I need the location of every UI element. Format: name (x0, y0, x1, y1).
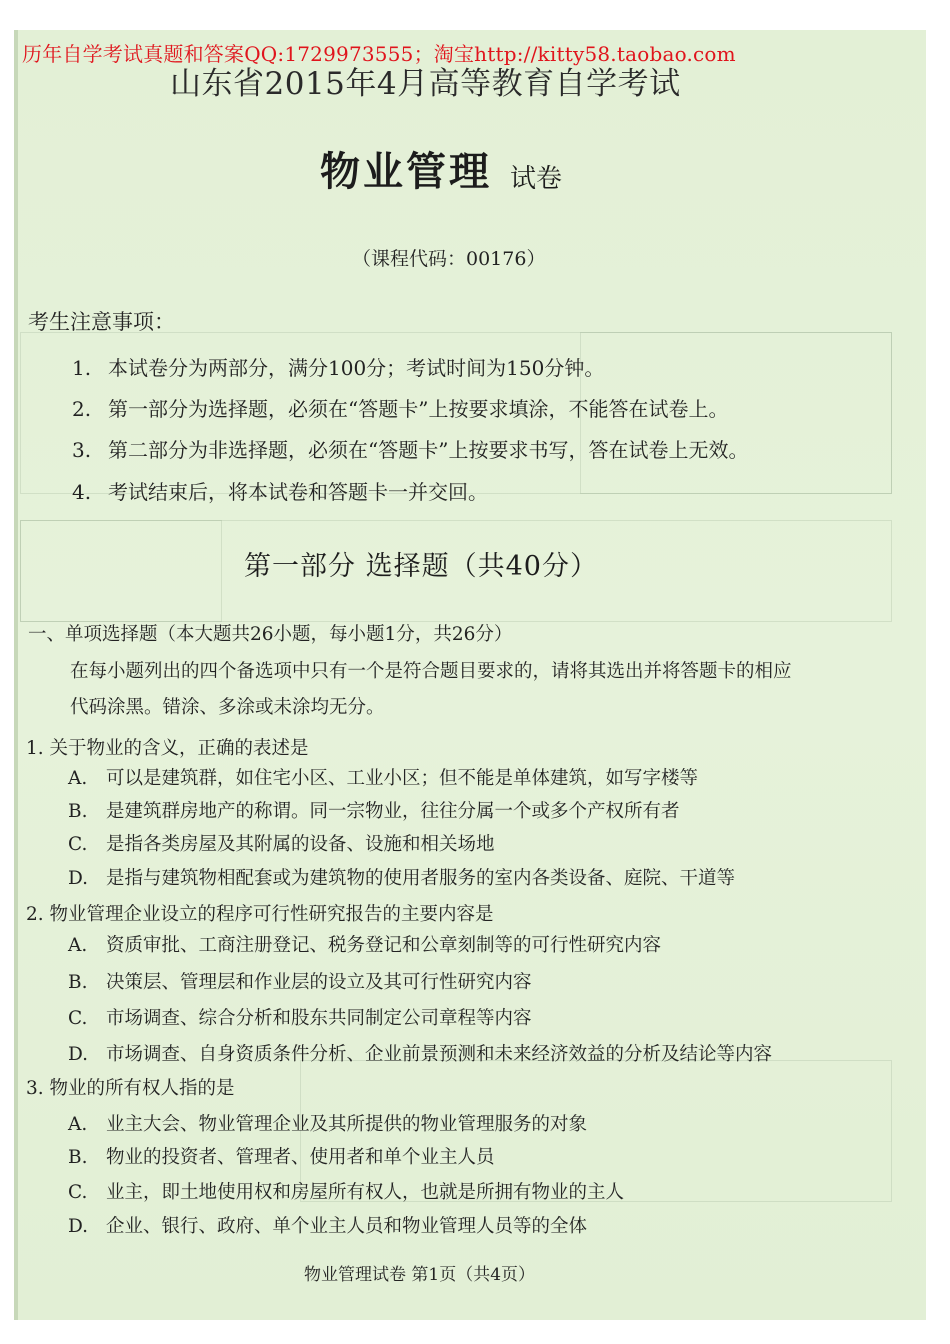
notice-title: 考生注意事项： (28, 310, 175, 334)
question-option (68, 864, 735, 890)
subject-title: 物业管理 (320, 148, 492, 195)
option-label: A. (68, 768, 88, 789)
section-instructions: 代码涂黑。错涂、多涂或未涂均无分。 (70, 697, 385, 718)
page-edge (14, 30, 18, 1320)
option-text: 企业、银行、政府、单个业主人员和物业管理人员等的全体 (106, 1216, 588, 1237)
question-option (68, 1212, 587, 1238)
question-option (68, 830, 495, 856)
course-code: （课程代码：00176） (352, 248, 546, 270)
section-title: 一、单项选择题（本大题共26小题，每小题1分，共26分） (28, 624, 513, 645)
part-one-title: 第一部分 选择题（共40分） (244, 551, 598, 582)
option-text: 市场调查、自身资质条件分析、企业前景预测和未来经济效益的分析及结论等内容 (106, 1044, 773, 1065)
option-label: B. (68, 801, 88, 822)
notice-item-text: 第一部分为选择题，必须在“答题卡”上按要求填涂，不能答在试卷上。 (108, 397, 729, 421)
notice-item-text: 考试结束后，将本试卷和答题卡一并交回。 (108, 480, 488, 504)
question-option (68, 1110, 587, 1136)
notice-item (72, 393, 728, 422)
option-text: 是指各类房屋及其附属的设备、设施和相关场地 (106, 834, 495, 855)
subject-suffix: 试卷 (510, 164, 563, 194)
question-option (68, 1143, 495, 1169)
option-text: 业主，即土地使用权和房屋所有权人，也就是所拥有物业的主人 (106, 1182, 625, 1203)
option-label: C. (68, 1182, 88, 1203)
notice-item-number: 2. (72, 397, 92, 421)
option-label: D. (68, 1044, 89, 1065)
question-option (68, 797, 680, 823)
option-text: 市场调查、综合分析和股东共同制定公司章程等内容 (106, 1008, 532, 1029)
notice-item-text: 第二部分为非选择题，必须在“答题卡”上按要求书写，答在试卷上无效。 (108, 438, 749, 462)
question-stem: 3. 物业的所有权人指的是 (26, 1078, 235, 1099)
notice-item-text: 本试卷分为两部分，满分100分；考试时间为150分钟。 (108, 356, 605, 380)
notice-item-number: 1. (72, 356, 92, 380)
notice-item (72, 352, 604, 381)
option-text: 是建筑群房地产的称谓。同一宗物业，往往分属一个或多个产权所有者 (106, 801, 680, 822)
question-stem: 1. 关于物业的含义，正确的表述是 (26, 738, 309, 759)
option-label: C. (68, 834, 88, 855)
option-label: A. (68, 935, 88, 956)
section-instructions: 在每小题列出的四个备选项中只有一个是符合题目要求的，请将其选出并将答题卡的相应 (70, 661, 792, 682)
notice-item (72, 434, 748, 463)
option-text: 业主大会、物业管理企业及其所提供的物业管理服务的对象 (106, 1114, 588, 1135)
notice-item-number: 4. (72, 480, 92, 504)
page-footer: 物业管理试卷 第1页（共4页） (304, 1265, 536, 1285)
option-label: D. (68, 1216, 89, 1237)
option-label: C. (68, 1008, 88, 1029)
notice-item (72, 476, 488, 505)
question-option (68, 764, 698, 790)
question-option (68, 968, 532, 994)
ghost-table-decoration (20, 520, 222, 622)
question-stem: 2. 物业管理企业设立的程序可行性研究报告的主要内容是 (26, 904, 494, 925)
question-option (68, 1040, 772, 1066)
question-option (68, 931, 661, 957)
option-label: A. (68, 1114, 88, 1135)
option-text: 是指与建筑物相配套或为建筑物的使用者服务的室内各类设备、庭院、干道等 (106, 868, 736, 889)
watermark-banner: 历年自学考试真题和答案QQ:1729973555；淘宝http://kitty58.taobao.com (22, 42, 736, 66)
option-label: B. (68, 1147, 88, 1168)
option-text: 决策层、管理层和作业层的设立及其可行性研究内容 (106, 972, 532, 993)
question-option (68, 1178, 624, 1204)
exam-title: 山东省2015年4月高等教育自学考试 (170, 66, 681, 102)
option-text: 可以是建筑群，如住宅小区、工业小区；但不能是单体建筑，如写字楼等 (106, 768, 699, 789)
option-text: 物业的投资者、管理者、使用者和单个业主人员 (106, 1147, 495, 1168)
question-option (68, 1004, 532, 1030)
option-label: B. (68, 972, 88, 993)
option-text: 资质审批、工商注册登记、税务登记和公章刻制等的可行性研究内容 (106, 935, 662, 956)
notice-item-number: 3. (72, 438, 92, 462)
option-label: D. (68, 868, 89, 889)
